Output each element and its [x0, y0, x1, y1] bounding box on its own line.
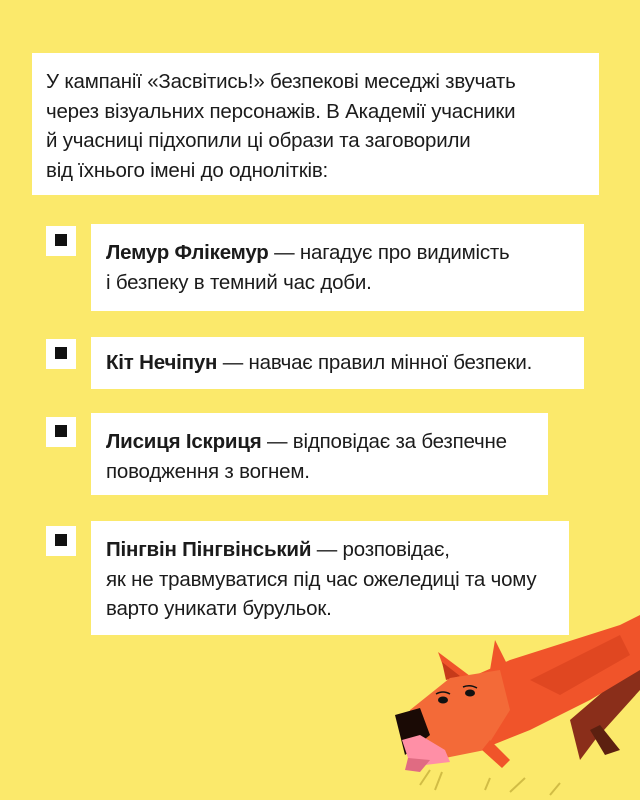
character-name: Лисиця Іскриця — [106, 430, 262, 453]
list-item-line — [106, 427, 534, 457]
list-item-line — [106, 535, 555, 565]
bullet-marker-icon — [46, 417, 76, 447]
intro-card — [32, 53, 599, 195]
list-item-cat — [91, 337, 584, 389]
bullet-marker-icon — [46, 339, 76, 369]
fox-illustration-icon — [390, 600, 640, 800]
list-item-line: поводження з вогнем. — [106, 459, 310, 483]
character-description: — навчає правил мінної безпеки. — [217, 351, 533, 374]
intro-line-4: від їхнього імені до однолітків: — [46, 158, 329, 182]
character-name: Кіт Нечіпун — [106, 351, 218, 374]
list-item-lemur — [91, 224, 584, 311]
character-name: Пінгвін Пінгвінський — [106, 538, 312, 561]
list-item-fox — [91, 413, 548, 495]
intro-line-1: У кампанії «Засвітись!» безпекові меседжі звучать — [46, 70, 516, 93]
list-item-line — [106, 348, 570, 378]
list-item-line: варто уникати бурульок. — [106, 597, 332, 620]
list-item-line: і безпеку в темний час доби. — [106, 270, 372, 294]
list-item-line: як не травмуватися під час ожеледиці та чому — [106, 567, 537, 591]
character-description: — відповідає за безпечне — [261, 430, 507, 453]
bullet-marker-icon — [46, 226, 76, 256]
character-description: — розповідає, — [311, 538, 450, 561]
intro-line-3: й учасниці підхопили ці образи та заговорили — [46, 129, 471, 152]
bullet-marker-icon — [46, 526, 76, 556]
character-description: — нагадує про видимість — [268, 241, 510, 264]
character-name: Лемур Флікемур — [106, 241, 269, 264]
intro-line-2: через візуальних персонажів. В Академії учасники — [46, 99, 516, 123]
list-item-line — [106, 238, 570, 268]
